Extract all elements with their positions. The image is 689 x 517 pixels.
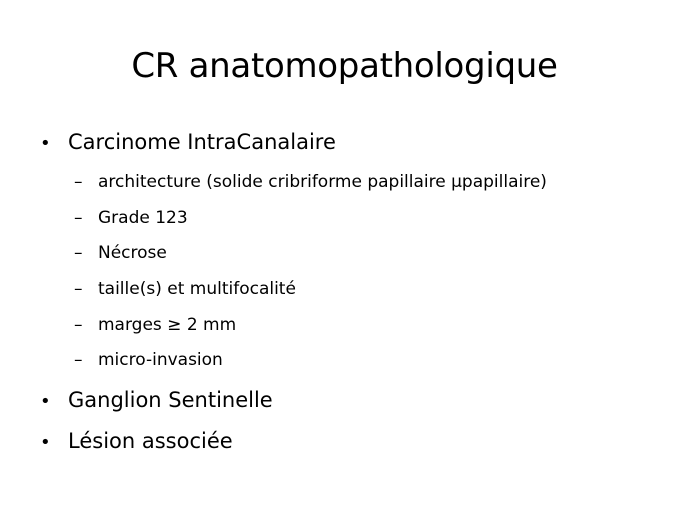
- dash-marker: –: [74, 315, 83, 335]
- dash-marker: –: [74, 172, 83, 192]
- sub-bullet-text: architecture (solide cribriforme papillaire µpapillaire): [98, 172, 547, 192]
- sub-bullet-item: [74, 276, 296, 302]
- bullet-item: [40, 385, 273, 417]
- sub-bullet-text: micro-invasion: [98, 350, 223, 370]
- slide-title: CR anatomopathologique: [131, 46, 558, 86]
- dash-marker: –: [74, 279, 83, 299]
- bullet-item: [40, 127, 336, 159]
- bullet-text: Lésion associée: [68, 429, 233, 453]
- bullet-marker: •: [40, 391, 51, 412]
- sub-bullet-item: [74, 312, 236, 338]
- sub-bullet-item: [74, 240, 167, 266]
- sub-bullet-text: Nécrose: [98, 243, 167, 263]
- bullet-text: Ganglion Sentinelle: [68, 388, 273, 412]
- sub-bullet-text: taille(s) et multifocalité: [98, 279, 296, 299]
- bullet-item: [40, 426, 233, 458]
- dash-marker: –: [74, 350, 83, 370]
- sub-bullet-item: [74, 205, 188, 231]
- sub-bullet-text: Grade 123: [98, 208, 188, 228]
- bullet-marker: •: [40, 133, 51, 154]
- dash-marker: –: [74, 243, 83, 263]
- sub-bullet-item: [74, 169, 547, 195]
- dash-marker: –: [74, 208, 83, 228]
- bullet-text: Carcinome IntraCanalaire: [68, 130, 336, 154]
- bullet-marker: •: [40, 432, 51, 453]
- sub-bullet-text: marges ≥ 2 mm: [98, 315, 237, 335]
- sub-bullet-item: [74, 347, 223, 373]
